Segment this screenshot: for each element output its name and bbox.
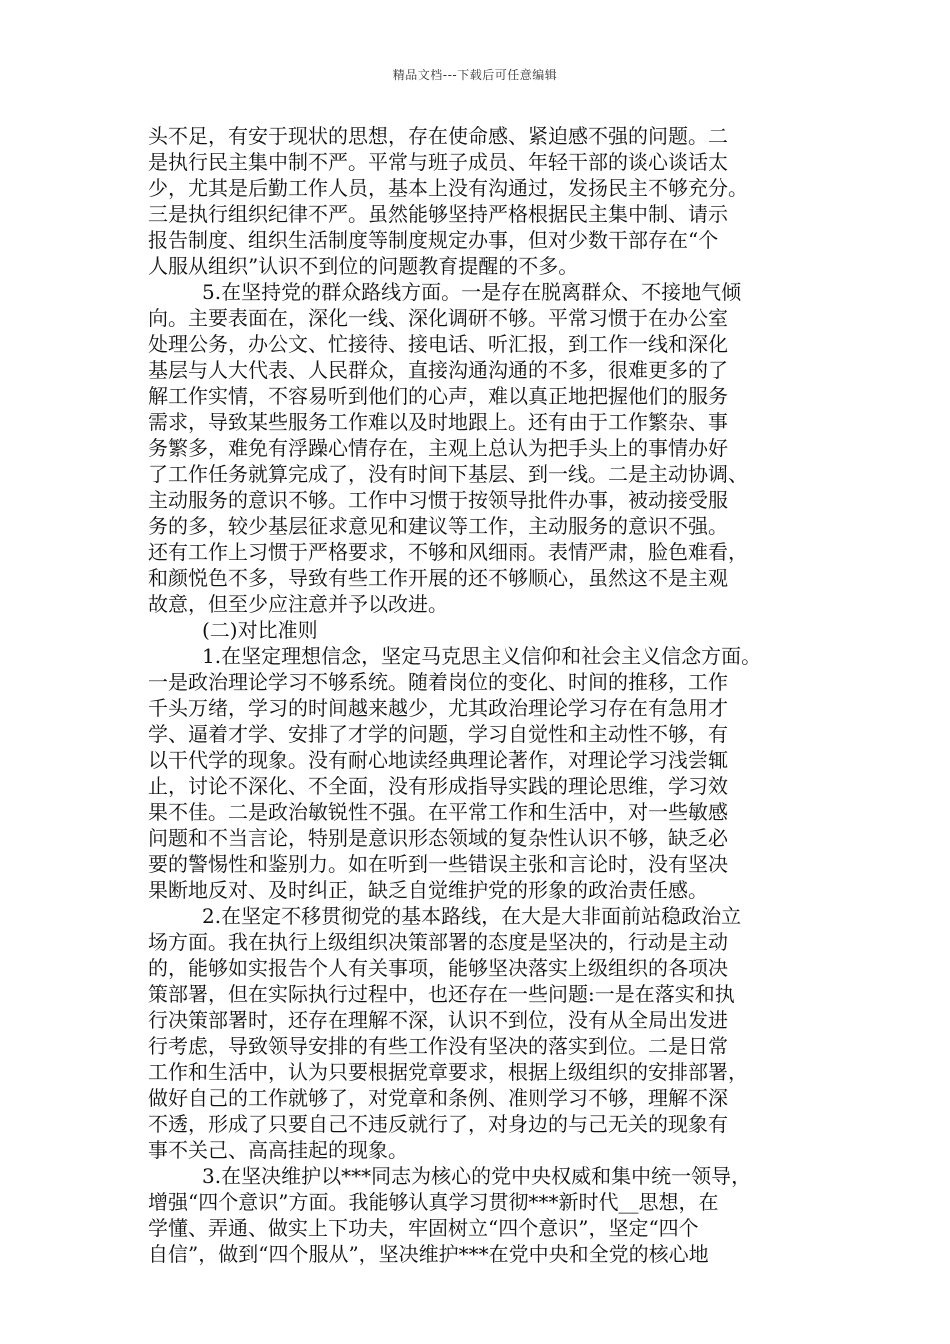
body-line: 事不关己、高高挂起的现象。: [148, 1138, 408, 1162]
body-line: 需求，导致某些服务工作难以及时地跟上。还有由于工作繁杂、事: [148, 410, 728, 434]
body-line: 策部署，但在实际执行过程中，也还存在一些问题:一是在落实和执: [148, 982, 735, 1006]
body-line: 以干代学的现象。没有耐心地读经典理论著作，对理论学习浅尝辄: [148, 748, 728, 772]
body-line: 人服从组织”认识不到位的问题教育提醒的不多。: [148, 254, 579, 278]
body-line: 向。主要表面在，深化一线、深化调研不够。平常习惯于在办公室: [148, 306, 728, 330]
body-line: 务繁多，难免有浮躁心情存在，主观上总认为把手头上的事情办好: [148, 436, 728, 460]
body-line: 2.在坚定不移贯彻党的基本路线，在大是大非面前站稳政治立: [202, 904, 742, 928]
body-line: 基层与人大代表、人民群众，直接沟通沟通的不多，很难更多的了: [148, 358, 728, 382]
body-line: (二)对比准则: [202, 618, 318, 642]
document-body: [148, 123, 820, 1267]
body-line: 果不佳。二是政治敏锐性不强。在平常工作和生活中，对一些敏感: [148, 800, 728, 824]
body-line: 千头万绪，学习的时间越来越少，尤其政治理论学习存在有急用才: [148, 696, 728, 720]
body-line: 三是执行组织纪律不严。虽然能够坚持严格根据民主集中制、请示: [148, 202, 728, 226]
body-line: 行考虑，导致领导安排的有些工作没有坚决的落实到位。二是日常: [148, 1034, 728, 1058]
body-line: 果断地反对、及时纠正，缺乏自觉维护党的形象的政治责任感。: [148, 878, 708, 902]
body-line: 学懂、弄通、做实上下功夫，牢固树立“四个意识”，坚定“四个: [148, 1216, 699, 1240]
body-line: 一是政治理论学习不够系统。随着岗位的变化、时间的推移，工作: [148, 670, 728, 694]
body-line: 处理公务，办公文、忙接待、接电话、听汇报，到工作一线和深化: [148, 332, 728, 356]
body-line: 学、逼着才学、安排了才学的问题，学习自觉性和主动性不够，有: [148, 722, 728, 746]
body-line: 止，讨论不深化、不全面，没有形成指导实践的理论思维，学习效: [148, 774, 728, 798]
body-line: 问题和不当言论，特别是意识形态领域的复杂性认识不够，缺乏必: [148, 826, 728, 850]
body-line: 不透，形成了只要自己不违反就行了，对身边的与己无关的现象有: [148, 1112, 728, 1136]
body-line: 做好自己的工作就够了，对党章和条例、准则学习不够，理解不深: [148, 1086, 728, 1110]
body-line: 增强“四个意识”方面。我能够认真学习贯彻***新时代__思想，在: [148, 1190, 719, 1214]
body-line: 了工作任务就算完成了，没有时间下基层、到一线。二是主动协调、: [148, 462, 748, 486]
body-line: 主动服务的意识不够。工作中习惯于按领导批件办事，被动接受服: [148, 488, 728, 512]
body-line: 务的多，较少基层征求意见和建议等工作，主动服务的意识不强。: [148, 514, 728, 538]
body-line: 少，尤其是后勤工作人员，基本上没有沟通过，发扬民主不够充分。: [148, 176, 748, 200]
body-line: 报告制度、组织生活制度等制度规定办事，但对少数干部存在“个: [148, 228, 719, 252]
body-line: 是执行民主集中制不严。平常与班子成员、年轻干部的谈心谈话太: [148, 150, 728, 174]
body-line: 行决策部署时，还存在理解不深，认识不到位，没有从全局出发进: [148, 1008, 728, 1032]
body-line: 头不足，有安于现状的思想，存在使命感、紧迫感不强的问题。二: [148, 124, 728, 148]
page-header: 精品文档---下载后可任意编辑: [392, 68, 558, 82]
body-line: 1.在坚定理想信念，坚定马克思主义信仰和社会主义信念方面。: [202, 644, 762, 668]
body-line: 的，能够如实报告个人有关事项，能够坚决落实上级组织的各项决: [148, 956, 728, 980]
body-line: 3.在坚决维护以***同志为核心的党中央权威和集中统一领导，: [202, 1164, 752, 1188]
body-line: 要的警惕性和鉴别力。如在听到一些错误主张和言论时，没有坚决: [148, 852, 728, 876]
body-line: 工作和生活中，认为只要根据党章要求，根据上级组织的安排部署，: [148, 1060, 748, 1084]
body-line: 和颜悦色不多，导致有些工作开展的还不够顺心，虽然这不是主观: [148, 566, 728, 590]
body-line: 还有工作上习惯于严格要求，不够和风细雨。表情严肃，脸色难看，: [148, 540, 748, 564]
body-line: 场方面。我在执行上级组织决策部署的态度是坚决的，行动是主动: [148, 930, 728, 954]
body-line: 自信”，做到“四个服从”，坚决维护***在党中央和全党的核心地: [148, 1242, 709, 1266]
body-line: 故意，但至少应注意并予以改进。: [148, 592, 448, 616]
body-line: 解工作实情，不容易听到他们的心声，难以真正地把握他们的服务: [148, 384, 728, 408]
body-line: 5.在坚持党的群众路线方面。一是存在脱离群众、不接地气倾: [202, 280, 742, 304]
